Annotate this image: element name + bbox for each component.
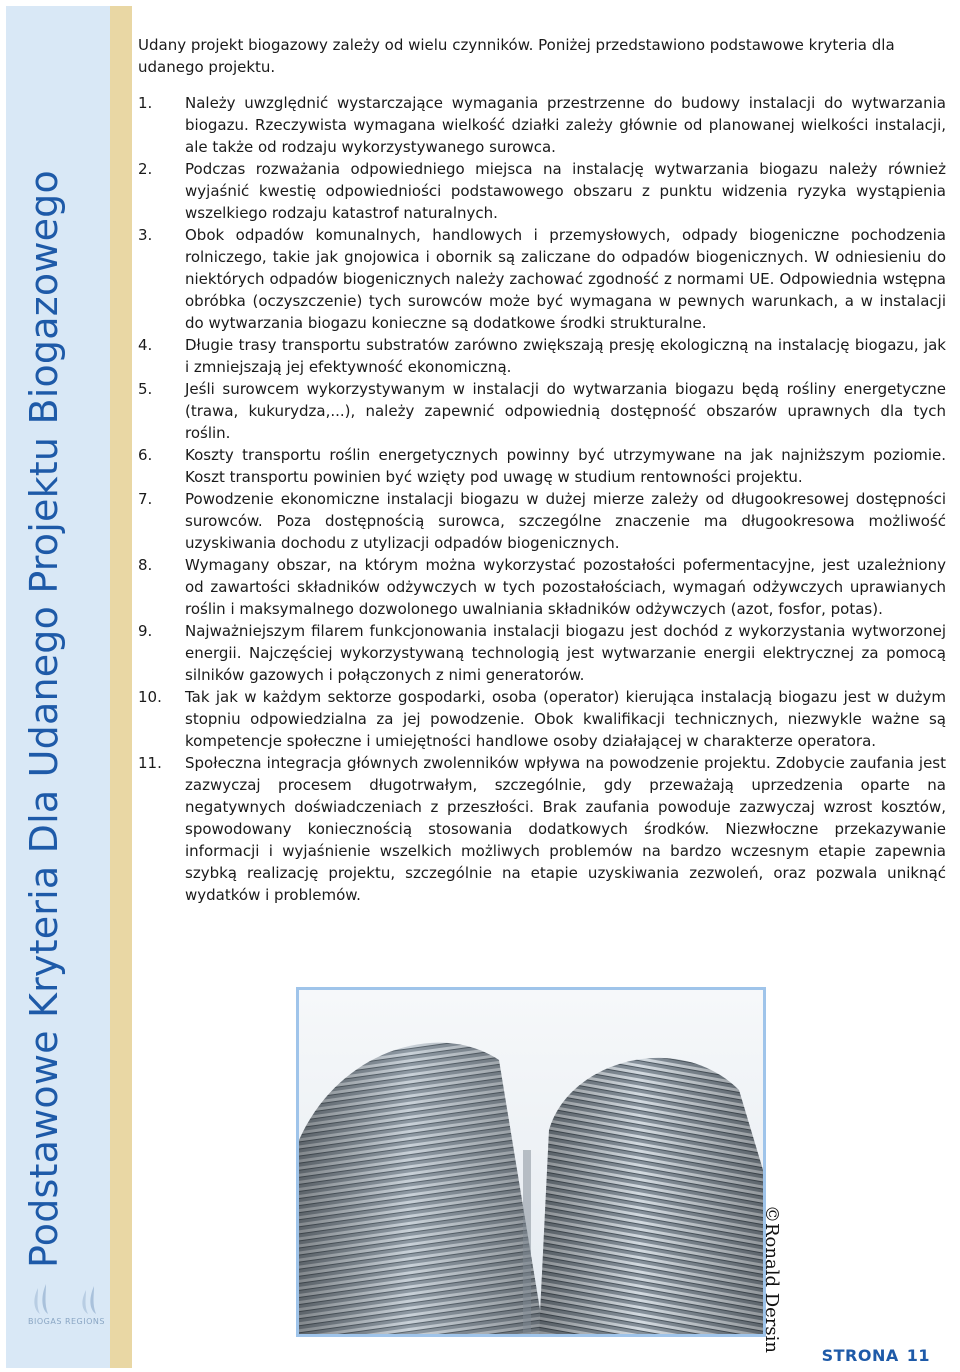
list-item — [138, 334, 946, 378]
item-text: Jeśli surowcem wykorzystywanym w instalacji do wytwarzania biogazu będą rośliny energetyczne (trawa, kukurydza,...), należy zapewnić odpowiednią dostępność obszarów uprawnych dla tych roślin. — [185, 380, 946, 442]
item-number: 4. — [138, 336, 153, 354]
logo-text: BIOGAS REGIONS — [28, 1317, 105, 1326]
item-text: Wymagany obszar, na którym można wykorzystać pozostałości pofermentacyjne, jest uzależniony od zawartości składników odżywczych w tych pozostałościach, wymagań odżywczych uprawianych roślin i maksymalnego dozwolonego uwalniania składników odżywczych (azot, fosfor, potas). — [185, 556, 946, 618]
item-number: 10. — [138, 688, 162, 706]
item-text: Podczas rozważania odpowiedniego miejsca na instalację wytwarzania biogazu należy również wyjaśnić kwestię odpowiedniości podstawowego obszaru z punktu widzenia ryzyka wystąpienia wszelkiego rodzaju katastrof naturalnych. — [185, 160, 946, 222]
silo-photo — [296, 987, 766, 1337]
main-content — [138, 34, 946, 906]
item-text: Najważniejszym filarem funkcjonowania instalacji biogazu jest dochód z wykorzystania wytworzonej energii. Najczęściej wykorzystywaną technologią jest wytwarzanie energii elektrycznej za pomocą silników gazowych i połączonych z nimi generatorów. — [185, 622, 946, 684]
item-number: 7. — [138, 490, 153, 508]
item-number: 2. — [138, 160, 153, 178]
list-item — [138, 224, 946, 334]
list-item — [138, 444, 946, 488]
item-number: 6. — [138, 446, 153, 464]
item-number: 3. — [138, 226, 153, 244]
list-item — [138, 378, 946, 444]
page-footer — [814, 1346, 930, 1365]
list-item — [138, 554, 946, 620]
list-item — [138, 488, 946, 554]
intro-paragraph: Udany projekt biogazowy zależy od wielu czynników. Poniżej przedstawiono podstawowe kryteria dla udanego projektu. — [138, 36, 895, 76]
item-number: 5. — [138, 380, 153, 398]
accent-band — [110, 6, 132, 1368]
item-text: Obok odpadów komunalnych, handlowych i przemysłowych, odpady biogeniczne pochodzenia rolniczego, takie jak gnojowica i obornik są zaliczane do odpadów biogenicznych. W odniesieniu do niektórych odpadów biogenicznych należy zachować zgodność z normami UE. Odpowiednia wstępna obróbka (oczyszczenie) tych surowców może być wymagana w pewnych warunkach, a w instalacji do wytwarzania biogazu konieczne są dodatkowe środki strukturalne. — [185, 226, 946, 332]
photo-credit: ©Ronald Dersin — [761, 1205, 782, 1353]
list-item — [138, 752, 946, 906]
item-text: Długie trasy transportu substratów zarówno zwiększają presję ekologiczną na instalację biogazu, jak i zmniejszają jej efektywność ekonomiczną. — [185, 336, 946, 376]
list-item — [138, 620, 946, 686]
list-item — [138, 686, 946, 752]
page-number: 11 — [906, 1346, 930, 1365]
item-text: Powodzenie ekonomiczne instalacji biogazu w dużej mierze zależy od długookresowej dostępności surowców. Poza dostępnością surowca, szczególne znaczenie ma długookresowa możliwość uzyskiwania dochodu z utylizacji odpadów biogenicznych. — [185, 490, 946, 552]
sidebar-title: Podstawowe Kryteria Dla Udanego Projektu Biogazowego — [22, 170, 66, 1268]
item-number: 9. — [138, 622, 153, 640]
page-label: STRONA — [821, 1346, 899, 1365]
silo-illustration — [299, 990, 763, 1334]
list-item — [138, 92, 946, 158]
criteria-list — [138, 92, 946, 906]
biogas-regions-logo — [22, 1280, 108, 1340]
item-number: 1. — [138, 94, 153, 112]
item-number: 8. — [138, 556, 153, 574]
item-text: Należy uwzględnić wystarczające wymagania przestrzenne do budowy instalacji do wytwarzania biogazu. Rzeczywista wymagana wielkość działki zależy głównie od planowanej wielkości instalacji, ale także od rodzaju wykorzystywanego surowca. — [185, 94, 946, 156]
item-text: Koszty transportu roślin energetycznych powinny być utrzymywane na jak najniższym poziomie. Koszt transportu powinien być wzięty pod uwagę w studium rentowności projektu. — [185, 446, 946, 486]
list-item — [138, 158, 946, 224]
item-text: Społeczna integracja głównych zwolenników wpływa na powodzenie projektu. Zdobycie zaufania jest zazwyczaj procesem długotrwałym, szczególnie, gdy przeważają uprzedzenia oparte na negatywnych doświadczeniach z przeszłości. Brak zaufania powoduje zazwyczaj wzrost kosztów, spowodowany koniecznością stosowania dodatkowych środków. Niezwłoczne przekazywanie informacji i wyjaśnienie wszelkich możliwych problemów na bardzo wczesnym etapie zapewnia szybką realizację projektu, szczególnie na etapie uzyskiwania zezwoleń, oraz pozwala uniknąć wydatków i problemów. — [185, 754, 946, 904]
item-text: Tak jak w każdym sektorze gospodarki, osoba (operator) kierująca instalacją biogazu jest w dużym stopniu odpowiedzialna za jej powodzenie. Obok kwalifikacji technicznych, niezwykle ważne są kompetencje społeczne i umiejętności handlowe osoby działającej w charakterze operatora. — [185, 688, 946, 750]
item-number: 11. — [138, 754, 162, 772]
